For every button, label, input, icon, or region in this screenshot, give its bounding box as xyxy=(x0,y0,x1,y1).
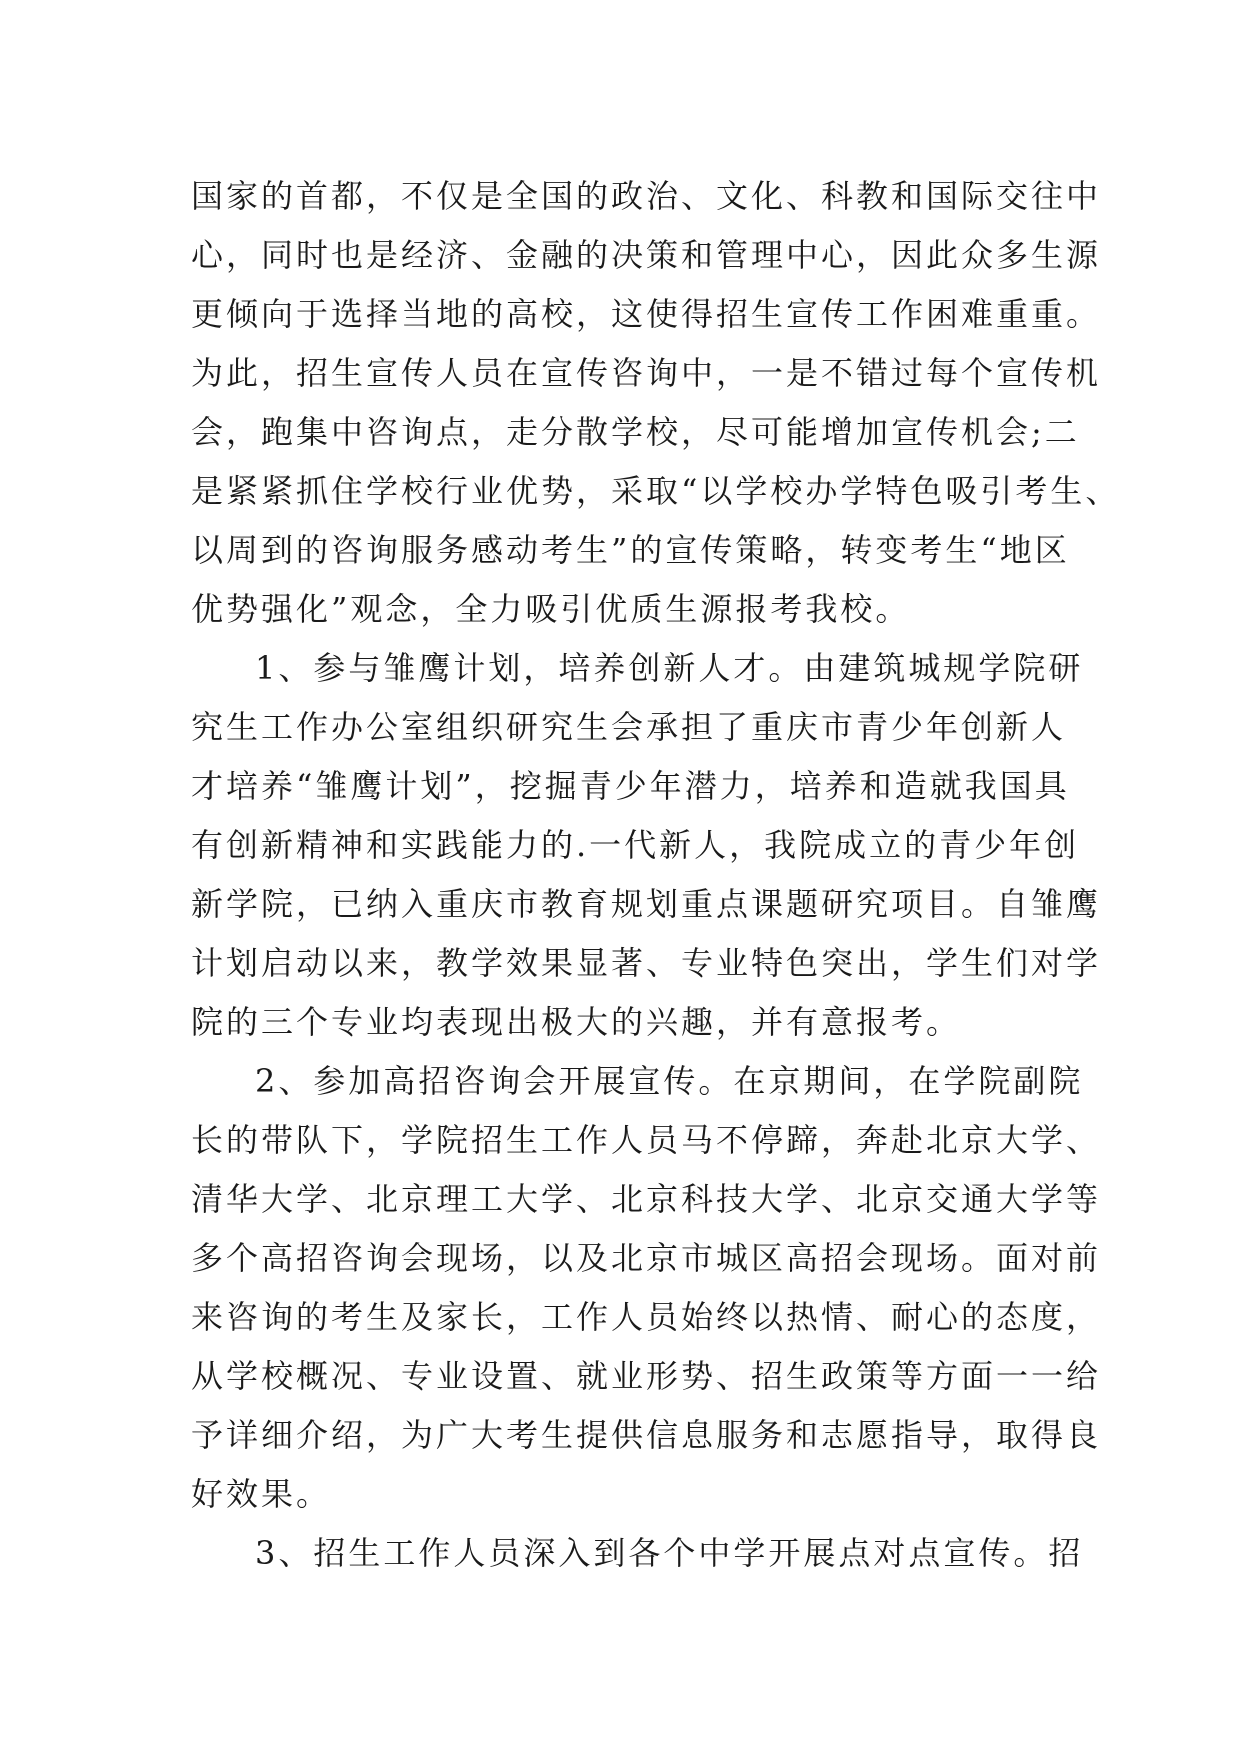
text-line: 国家的首都，不仅是全国的政治、文化、科教和国际交往中 xyxy=(191,177,1102,215)
text-line: 究生工作办公室组织研究生会承担了重庆市青少年创新人 xyxy=(191,708,1067,746)
text-line: 计划启动以来，教学效果显著、专业特色突出，学生们对学 xyxy=(191,944,1102,982)
text-line: 有创新精神和实践能力的.一代新人，我院成立的青少年创 xyxy=(191,826,1080,864)
text-line: 院的三个专业均表现出极大的兴趣，并有意报考。 xyxy=(191,1003,962,1041)
text-line: 来咨询的考生及家长，工作人员始终以热情、耐心的态度， xyxy=(191,1298,1102,1336)
text-line: 清华大学、北京理工大学、北京科技大学、北京交通大学等 xyxy=(191,1180,1102,1218)
text-line: 多个高招咨询会现场，以及北京市城区高招会现场。面对前 xyxy=(191,1239,1102,1277)
text-line: 才培养“雏鹰计划”，挖掘青少年潜力，培养和造就我国具 xyxy=(191,767,1070,805)
text-line: 从学校概况、专业设置、就业形势、招生政策等方面一一给 xyxy=(191,1357,1102,1395)
text-line: 更倾向于选择当地的高校，这使得招生宣传工作困难重重。 xyxy=(191,295,1102,333)
text-line: 会，跑集中咨询点，走分散学校，尽可能增加宣传机会;二 xyxy=(191,413,1080,451)
paragraph-2-first-line: 2、参加高招咨询会开展宣传。在京期间，在学院副院 xyxy=(255,1062,1084,1100)
text-line: 长的带队下，学院招生工作人员马不停蹄，奔赴北京大学、 xyxy=(191,1121,1102,1159)
text-line: 以周到的咨询服务感动考生”的宣传策略，转变考生“地区 xyxy=(191,531,1070,569)
text-line: 是紧紧抓住学校行业优势，采取“以学校办学特色吸引考生、 xyxy=(191,472,1121,510)
text-line: 好效果。 xyxy=(191,1475,332,1513)
paragraph-1-first-line: 1、参与雏鹰计划，培养创新人才。由建筑城规学院研 xyxy=(255,649,1084,687)
text-line: 为此，招生宣传人员在宣传咨询中，一是不错过每个宣传机 xyxy=(191,354,1102,392)
text-line: 优势强化”观念，全力吸引优质生源报考我校。 xyxy=(191,590,911,628)
text-line: 心，同时也是经济、金融的决策和管理中心，因此众多生源 xyxy=(191,236,1102,274)
text-line: 予详细介绍，为广大考生提供信息服务和志愿指导，取得良 xyxy=(191,1416,1102,1454)
text-line: 新学院，已纳入重庆市教育规划重点课题研究项目。自雏鹰 xyxy=(191,885,1102,923)
paragraph-3-first-line: 3、招生工作人员深入到各个中学开展点对点宣传。招 xyxy=(255,1534,1084,1572)
